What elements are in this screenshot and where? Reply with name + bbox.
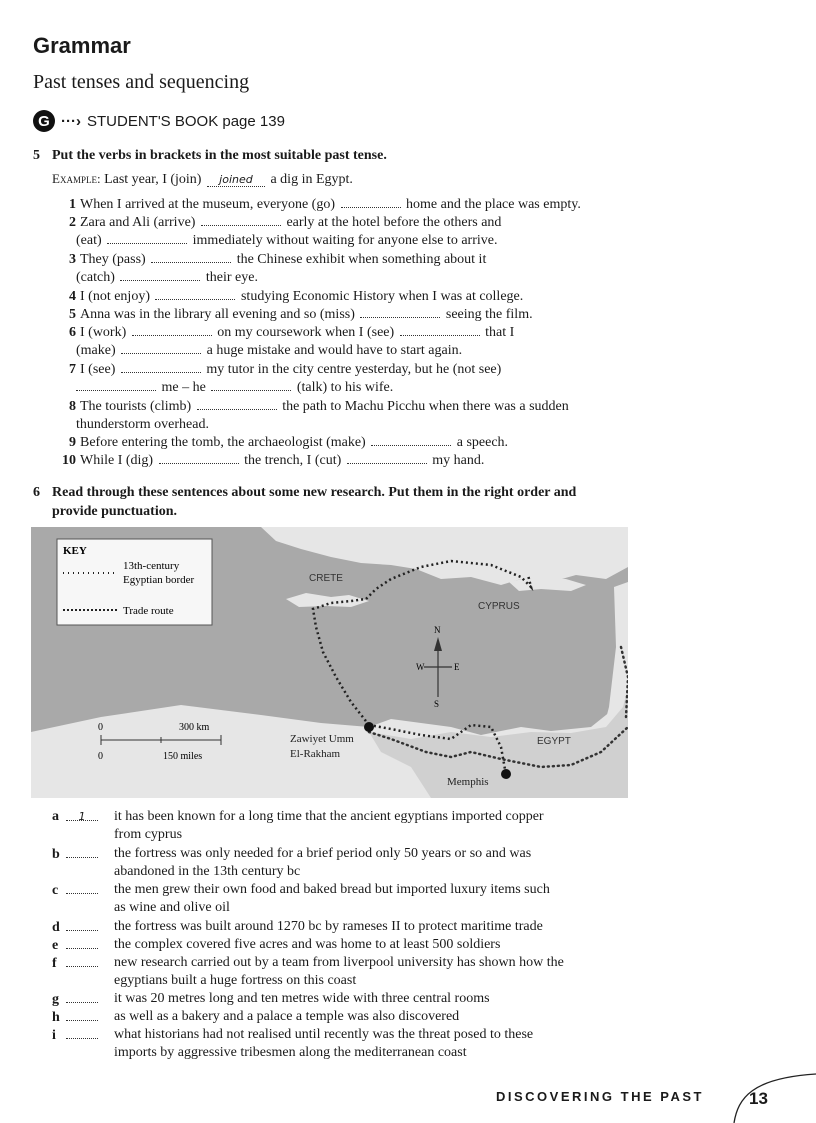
sentence-text: as wine and olive oil	[114, 900, 230, 916]
question-continuation	[52, 232, 632, 250]
question-text: immediately without waiting for anyone else to arrive.	[192, 233, 498, 249]
question-text: Zara and Ali (arrive)	[80, 215, 196, 230]
answer-blank[interactable]	[107, 232, 187, 244]
section-title: Past tenses and sequencing	[33, 71, 250, 93]
exercise-instruction: provide punctuation.	[52, 504, 177, 519]
question-text: home and the place was empty.	[406, 197, 581, 212]
sentence-text: the men grew their own food and baked bread but imported luxury items such	[114, 882, 550, 897]
question-text: Anna was in the library all evening and so (miss)	[80, 307, 355, 322]
exercise-instruction: Put the verbs in brackets in the most suitable past tense.	[52, 148, 387, 163]
zawiyet-marker	[364, 722, 374, 732]
sentence-letter: a	[52, 809, 59, 824]
sentence-letter: b	[52, 847, 60, 862]
question-text: on my coursework when I (see)	[217, 325, 395, 340]
question-number: 4	[69, 289, 76, 304]
sentence-e	[52, 936, 632, 955]
exercise-instruction: Read through these sentences about some new research. Put them in the right order and	[52, 485, 577, 500]
question-continuation	[52, 416, 632, 434]
answer-blank[interactable]	[120, 269, 200, 281]
answer-blank[interactable]	[347, 452, 427, 464]
question-number: 6	[69, 325, 76, 340]
key-title: KEY	[63, 545, 87, 557]
question-text: I (not enjoy)	[80, 289, 150, 304]
question-text: their eye.	[205, 270, 258, 286]
answer-blank[interactable]	[76, 379, 156, 391]
question-text: They (pass)	[80, 252, 146, 267]
example-prompt: Last year, I (join)	[104, 172, 202, 187]
exercise-number: 6	[33, 485, 40, 500]
example-rest: a dig in Egypt.	[270, 172, 353, 187]
question-number: 2	[69, 215, 76, 230]
question-text: thunderstorm overhead.	[76, 417, 209, 433]
answer-blank[interactable]	[371, 434, 451, 446]
answer-blank[interactable]	[201, 214, 281, 226]
compass-s: S	[434, 699, 440, 709]
question-number: 1	[69, 197, 76, 212]
question-text: that I	[485, 325, 515, 340]
question-number: 5	[69, 307, 76, 322]
sentence-h	[52, 1008, 632, 1027]
sentence-text: it has been known for a long time that the ancient egyptians imported copper	[114, 809, 544, 824]
question-continuation	[52, 379, 632, 397]
question-text: I (see)	[80, 362, 116, 377]
question-text: my hand.	[432, 453, 485, 468]
sentence-text: what historians had not realised until recently was the threat posed to these	[114, 1027, 534, 1042]
question-1	[52, 196, 632, 214]
question-4	[52, 288, 632, 306]
trade-route-map	[31, 527, 628, 798]
sentence-f	[52, 954, 632, 989]
key-border-label: Egyptian border	[123, 574, 195, 586]
sentence-letter: d	[52, 920, 60, 935]
example-line	[52, 171, 353, 188]
order-blank[interactable]	[66, 936, 98, 949]
sentence-i	[52, 1026, 632, 1061]
answer-blank[interactable]	[121, 361, 201, 373]
question-text: I (work)	[80, 325, 127, 340]
compass-w: W	[416, 662, 425, 672]
order-blank[interactable]	[66, 918, 98, 931]
sentence-text: egyptians built a huge fortress on this coast	[114, 973, 357, 989]
sentence-text: new research carried out by a team from liverpool university has shown how the	[114, 955, 564, 970]
order-blank[interactable]: 1	[66, 808, 98, 821]
cyprus-label: CYPRUS	[478, 601, 520, 612]
order-blank[interactable]	[66, 845, 98, 858]
sentence-letter: g	[52, 992, 59, 1007]
answer-blank[interactable]	[360, 306, 440, 318]
question-text: me – he	[161, 380, 206, 396]
sentence-b	[52, 845, 632, 880]
compass-e: E	[454, 662, 460, 672]
question-text: While I (dig)	[80, 453, 154, 468]
answer-blank[interactable]	[132, 324, 212, 336]
question-7	[52, 361, 632, 398]
sentence-text: abandoned in the 13th century bc	[114, 864, 301, 880]
question-text: (talk) to his wife.	[296, 380, 394, 396]
book-ref-text: STUDENT'S BOOK page 139	[86, 112, 285, 130]
crete-label: CRETE	[309, 573, 343, 584]
scale-zero: 0	[98, 722, 103, 733]
question-text: the trench, I (cut)	[244, 453, 342, 468]
sentence-text: it was 20 metres long and ten metres wide with three central rooms	[114, 991, 490, 1006]
question-number: 10	[62, 453, 76, 468]
memphis-label: Memphis	[447, 776, 489, 788]
scale-km: 300 km	[179, 722, 210, 733]
question-continuation	[52, 269, 632, 287]
answer-blank[interactable]	[121, 342, 201, 354]
students-book-reference	[33, 110, 285, 132]
question-text: seeing the film.	[445, 307, 533, 322]
answer-blank[interactable]	[151, 251, 231, 263]
question-text: a huge mistake and would have to start again.	[206, 343, 463, 359]
key-route-label: Trade route	[123, 605, 174, 617]
zawiyet-label: El-Rakham	[290, 748, 341, 760]
order-blank[interactable]	[66, 990, 98, 1003]
compass-n: N	[434, 625, 441, 635]
sentence-a	[52, 808, 632, 843]
question-number: 3	[69, 252, 76, 267]
sentence-d	[52, 918, 632, 937]
answer-blank[interactable]	[197, 398, 277, 410]
sentence-text: imports by aggressive tribesmen along the mediterranean coast	[114, 1045, 467, 1061]
order-blank[interactable]	[66, 954, 98, 967]
example-label: Example:	[52, 171, 101, 186]
question-text: the path to Machu Picchu when there was a sudden	[282, 399, 569, 414]
answer-blank[interactable]	[400, 324, 480, 336]
sentence-text: the fortress was built around 1270 bc by rameses II to protect maritime trade	[114, 919, 543, 934]
order-blank[interactable]	[66, 1008, 98, 1021]
sentence-letter: c	[52, 883, 59, 898]
scale-zero: 0	[98, 751, 103, 762]
question-text: (catch)	[76, 270, 115, 286]
grammar-g-icon: G	[33, 110, 55, 132]
example-answer: joined	[219, 173, 253, 186]
question-text: The tourists (climb)	[80, 399, 192, 414]
question-3	[52, 251, 632, 288]
sentence-letter: i	[52, 1028, 56, 1043]
order-blank[interactable]	[66, 881, 98, 894]
order-blank[interactable]	[66, 1026, 98, 1039]
sentence-text: as well as a bakery and a palace a temple was also discovered	[114, 1009, 460, 1024]
question-2	[52, 214, 632, 251]
exercise-6-heading	[33, 483, 576, 521]
question-9	[52, 434, 632, 452]
question-number: 8	[69, 399, 76, 414]
question-6	[52, 324, 632, 361]
footer-unit-title: DISCOVERING THE PAST	[496, 1089, 704, 1104]
sentence-letter: e	[52, 938, 59, 953]
question-text: (eat)	[76, 233, 102, 249]
sentence-text: the fortress was only needed for a brief period only 50 years or so and was	[114, 846, 532, 861]
question-text: (make)	[76, 343, 116, 359]
key-border-label: 13th-century	[123, 560, 180, 572]
exercise-number: 5	[33, 148, 40, 163]
question-text: Before entering the tomb, the archaeologist (make)	[80, 435, 366, 450]
scale-miles: 150 miles	[163, 751, 203, 762]
question-text: When I arrived at the museum, everyone (go)	[80, 197, 336, 212]
page-title: Grammar	[33, 33, 131, 58]
sentence-text: from cyprus	[114, 827, 183, 843]
sentence-letter: f	[52, 956, 57, 971]
answer-blank[interactable]	[155, 288, 235, 300]
zawiyet-label: Zawiyet Umm	[290, 733, 354, 745]
page-number: 13	[749, 1089, 768, 1108]
exercise-5-heading	[33, 148, 387, 164]
sentence-g	[52, 990, 632, 1009]
question-text: studying Economic History when I was at college.	[240, 289, 524, 304]
question-text: a speech.	[456, 435, 509, 450]
question-text: my tutor in the city centre yesterday, but he (not see)	[206, 362, 502, 377]
sentence-c	[52, 881, 632, 916]
question-text: the Chinese exhibit when something about it	[236, 252, 487, 267]
question-number: 9	[69, 435, 76, 450]
sentence-letter: h	[52, 1010, 60, 1025]
example-answer-blank	[207, 172, 265, 187]
question-number: 7	[69, 362, 76, 377]
answer-blank[interactable]	[211, 379, 291, 391]
question-10	[52, 452, 632, 470]
dotted-arrow-icon: ···›	[61, 112, 81, 130]
question-text: early at the hotel before the others and	[286, 215, 502, 230]
answer-blank[interactable]	[341, 196, 401, 208]
memphis-marker	[501, 769, 511, 779]
sentence-text: the complex covered five acres and was home to at least 500 soldiers	[114, 937, 501, 952]
answer-blank[interactable]	[159, 452, 239, 464]
question-5	[52, 306, 632, 324]
question-8	[52, 398, 632, 435]
question-continuation	[52, 342, 632, 360]
egypt-label: EGYPT	[537, 736, 571, 747]
